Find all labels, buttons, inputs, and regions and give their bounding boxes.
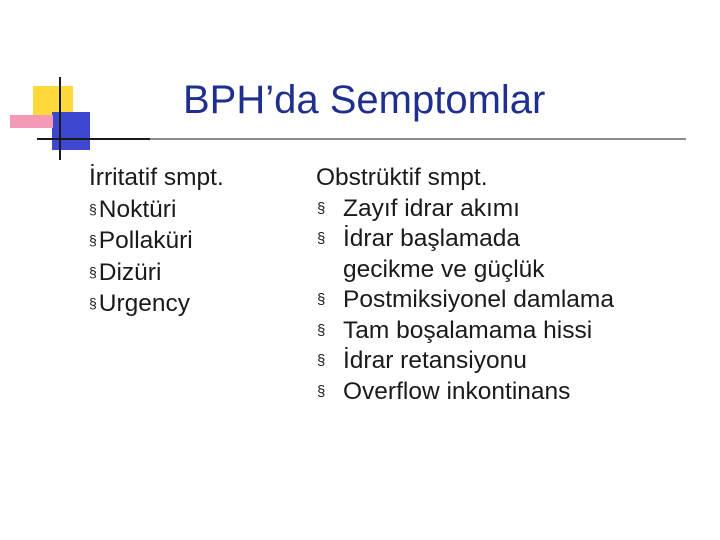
list-item — [89, 194, 224, 226]
list-item-text: Overflow inkontinans — [343, 377, 571, 405]
bullet-icon: § — [89, 232, 97, 248]
obstructive-heading: Obstrüktif smpt. — [316, 164, 488, 191]
irritative-symptoms-column — [89, 163, 224, 320]
bullet-icon: § — [89, 200, 97, 217]
list-item — [89, 257, 224, 289]
list-item — [316, 316, 614, 347]
irritative-heading: İrritatif smpt. — [89, 164, 224, 191]
bullet-icon: § — [89, 263, 97, 280]
bullet-icon: § — [317, 291, 326, 308]
bullet-icon: § — [317, 199, 326, 217]
bullet-icon: § — [317, 382, 326, 400]
list-item — [316, 285, 614, 316]
list-item — [89, 225, 224, 257]
list-item — [316, 194, 614, 225]
list-item-text: Zayıf idrar akımı — [343, 194, 520, 222]
list-item-text: İdrar başlamada gecikme ve güçlük — [343, 225, 545, 283]
bullet-icon: § — [317, 352, 326, 369]
bullet-icon: § — [317, 321, 326, 339]
slide-title: BPH’da Semptomlar — [183, 78, 546, 122]
obstructive-symptoms-column — [316, 163, 614, 407]
list-item-text: İdrar retansiyonu — [343, 347, 527, 374]
list-item — [316, 377, 614, 408]
list-item-text: Tam boşalamama hissi — [343, 316, 593, 344]
bullet-icon: § — [317, 230, 326, 247]
list-item — [316, 346, 614, 377]
list-item-text: Noktüri — [98, 195, 177, 223]
pink-bar — [10, 115, 53, 128]
list-item-text: Postmiksiyonel damlama — [343, 286, 614, 313]
list-item — [316, 224, 614, 285]
list-item — [89, 288, 224, 320]
blue-square — [52, 112, 90, 150]
list-item-text: Urgency — [98, 290, 191, 317]
list-item-text: Dizüri — [98, 258, 162, 286]
list-item-text: Pollaküri — [98, 227, 193, 254]
bullet-icon: § — [89, 295, 97, 311]
